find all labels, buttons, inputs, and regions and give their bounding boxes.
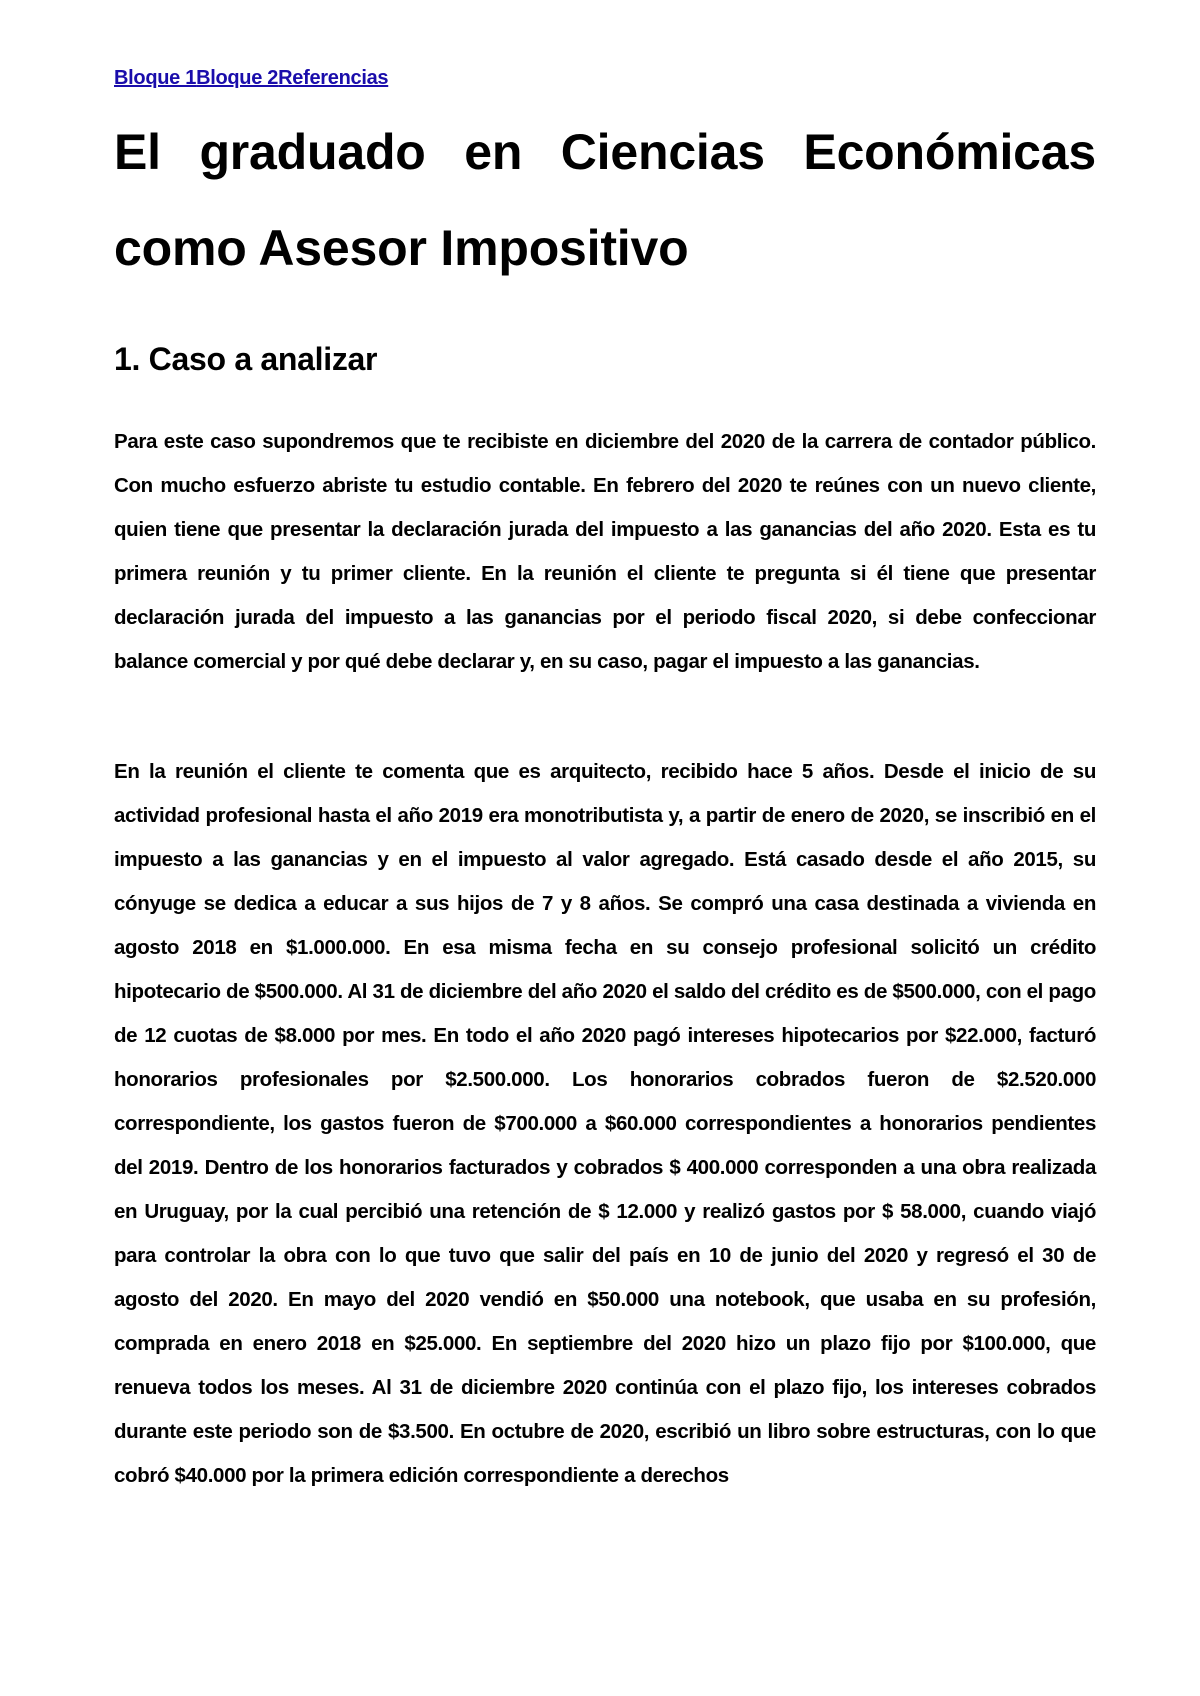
nav-link-referencias[interactable]: Referencias <box>278 67 389 89</box>
nav-link-bloque-2[interactable]: Bloque 2 <box>196 67 279 89</box>
nav-link-bloque-1[interactable]: Bloque 1 <box>114 67 197 89</box>
case-paragraph-2: En la reunión el cliente te comenta que es arquitecto, recibido hace 5 años. Desde el inicio de su actividad profesional hasta el año 2019 era monotributista y, a partir de enero de 2020, se inscribió en el impuesto a las ganancias y en el impuesto al valor agregado. Está casado desde el año 2015, su cónyuge se dedica a educar a sus hijos de 7 y 8 años. Se compró una casa destinada a vivienda en agosto 2018 en $1.000.000. En esa misma fecha en su consejo profesional solicitó un crédito hipotecario de $500.000. Al 31 de diciembre del año 2020 el saldo del crédito es de $500.000, con el pago de 12 cuotas de $8.000 por mes. En todo el año 2020 pagó intereses hipotecarios por $22.000, facturó honorarios profesionales por $2.500.000. Los honorarios cobrados fueron de $2.520.000 correspondiente, los gastos fueron de $700.000 a $60.000 correspondientes a honorarios pendientes del 2019. Dentro de los honorarios facturados y cobrados $ 400.000 corresponden a una obra realizada en Uruguay, por la cual percibió una retención de $ 12.000 y realizó gastos por $ 58.000, cuando viajó para controlar la obra con lo que tuvo que salir del país en 10 de junio del 2020 y regresó el 30 de agosto del 2020. En mayo del 2020 vendió en $50.000 una notebook, que usaba en su profesión, comprada en enero 2018 en $25.000. En septiembre del 2020 hizo un plazo fijo por $100.000, que renueva todos los meses. Al 31 de diciembre 2020 continúa con el plazo fijo, los intereses cobrados durante este periodo son de $3.500. En octubre de 2020, escribió un libro sobre estructuras, con lo que cobró $40.000 por la primera edición correspondiente a derechos <box>114 760 1096 1487</box>
case-paragraph-1: Para este caso supondremos que te recibiste en diciembre del 2020 de la carrera de contador público. Con mucho esfuerzo abriste tu estudio contable. En febrero del 2020 te reúnes con un nuevo cliente, quien tiene que presentar la declaración jurada del impuesto a las ganancias del año 2020. Esta es tu primera reunión y tu primer cliente. En la reunión el cliente te pregunta si él tiene que presentar declaración jurada del impuesto a las ganancias por el periodo fiscal 2020, si debe confeccionar balance comercial y por qué debe declarar y, en su caso, pagar el impuesto a las ganancias. <box>114 430 1096 673</box>
page-title: El graduado en Ciencias Económicas como Asesor Impositivo <box>114 124 1096 276</box>
block-navigation <box>114 66 388 90</box>
section-heading: 1. Caso a analizar <box>114 341 378 377</box>
